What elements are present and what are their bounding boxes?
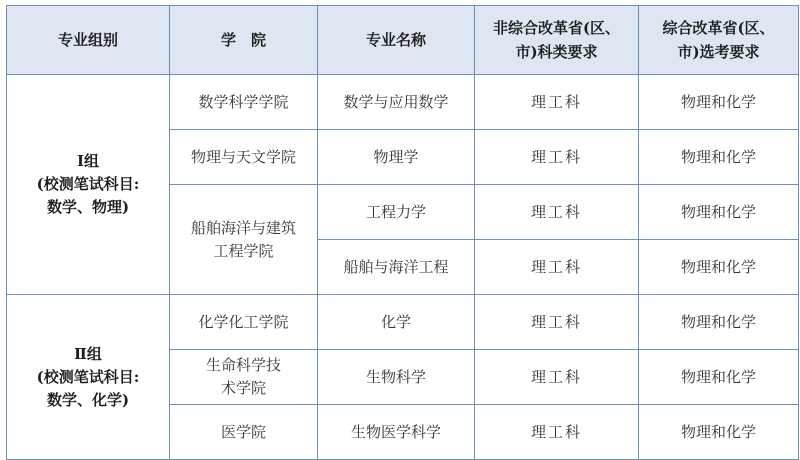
major-cell: 物理学 [318,130,475,185]
category-cell: 理工科 [475,75,639,130]
selection-cell: 物理和化学 [639,405,799,460]
selection-cell: 物理和化学 [639,185,799,240]
selection-cell: 物理和化学 [639,75,799,130]
category-cell: 理工科 [475,295,639,350]
group-cell: Ⅰ组 (校测笔试科目: 数学、物理) [7,75,170,295]
selection-cell: 物理和化学 [639,295,799,350]
major-cell: 船舶与海洋工程 [318,240,475,295]
header-major: 专业名称 [318,6,475,75]
college-cell: 物理与天文学院 [170,130,318,185]
college-cell: 化学化工学院 [170,295,318,350]
major-cell: 生物医学科学 [318,405,475,460]
major-cell: 工程力学 [318,185,475,240]
college-cell: 生命科学技术学院 [170,350,318,405]
college-cell: 数学科学学院 [170,75,318,130]
selection-cell: 物理和化学 [639,240,799,295]
selection-cell: 物理和化学 [639,130,799,185]
category-cell: 理工科 [475,130,639,185]
header-row [7,6,799,75]
category-cell: 理工科 [475,240,639,295]
college-cell: 船舶海洋与建筑工程学院 [170,185,318,295]
selection-cell: 物理和化学 [639,350,799,405]
table-row [7,75,799,130]
college-cell: 医学院 [170,405,318,460]
category-cell: 理工科 [475,350,639,405]
major-cell: 数学与应用数学 [318,75,475,130]
category-cell: 理工科 [475,185,639,240]
header-college: 学 院 [170,6,318,75]
admission-requirements-table [6,5,799,460]
header-group: 专业组别 [7,6,170,75]
header-non-comprehensive: 非综合改革省(区、市)科类要求 [475,6,639,75]
major-cell: 化学 [318,295,475,350]
category-cell: 理工科 [475,405,639,460]
major-cell: 生物科学 [318,350,475,405]
table-row [7,295,799,350]
group-cell: Ⅱ组 (校测笔试科目: 数学、化学) [7,295,170,460]
header-comprehensive: 综合改革省(区、市)选考要求 [639,6,799,75]
